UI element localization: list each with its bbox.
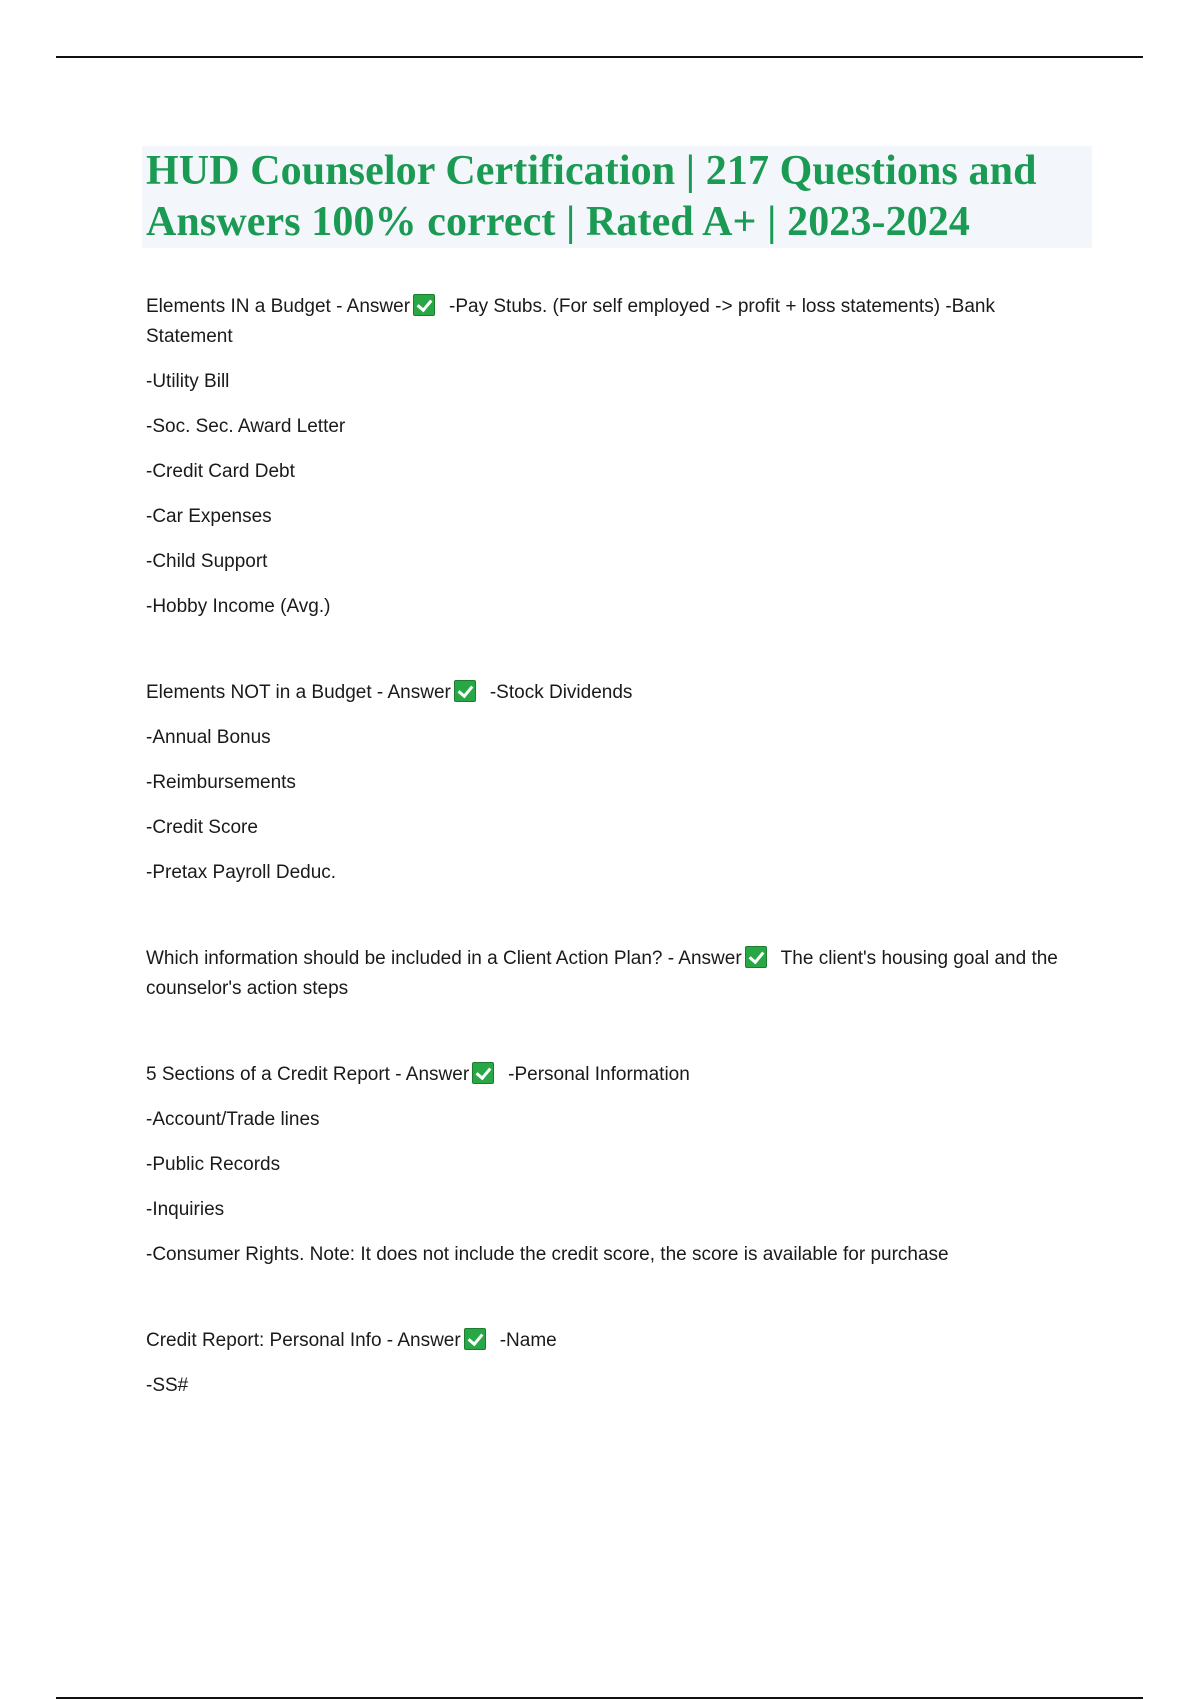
answer-text: The client's housing goal and the counselor's action steps [146, 948, 1058, 999]
check-box-icon [464, 1328, 486, 1350]
qa-list [146, 292, 1066, 1401]
answer-item: -Pretax Payroll Deduc. [146, 862, 337, 883]
answer-item: -Child Support [146, 551, 268, 572]
question-text: 5 Sections of a Credit Report - Answer [146, 1064, 470, 1085]
question-text: Elements NOT in a Budget - Answer [146, 682, 451, 703]
question-text: Which information should be included in a Client Action Plan? - Answer [146, 948, 742, 969]
answer-item: -Reimbursements [146, 772, 296, 793]
question-text: Credit Report: Personal Info - Answer [146, 1330, 461, 1351]
qa-entry [146, 292, 1066, 622]
answer-item: -Credit Card Debt [146, 461, 295, 482]
question-line [146, 944, 1066, 1004]
question-line [146, 678, 1066, 708]
title-banner [142, 146, 1092, 248]
answer-item: -Car Expenses [146, 506, 272, 527]
check-box-icon [745, 946, 767, 968]
question-line [146, 292, 1066, 352]
check-box-icon [472, 1062, 494, 1084]
qa-entry [146, 678, 1066, 888]
answer-item: -Utility Bill [146, 371, 230, 392]
answer-item: -Soc. Sec. Award Letter [146, 416, 346, 437]
answer-text: -Personal Information [508, 1064, 690, 1085]
answer-item: -Annual Bonus [146, 727, 271, 748]
footer-rule [56, 1697, 1143, 1699]
question-line [146, 1326, 1066, 1356]
qa-entry [146, 1326, 1066, 1401]
answer-text: -Name [499, 1330, 557, 1351]
answer-item: -Inquiries [146, 1199, 225, 1220]
answer-text: -Stock Dividends [489, 682, 633, 703]
question-text: Elements IN a Budget - Answer [146, 296, 411, 317]
check-box-icon [413, 294, 435, 316]
check-box-icon [454, 680, 476, 702]
answer-text: -Pay Stubs. (For self employed -> profit + loss statements) -Bank Statement [146, 296, 995, 347]
answer-item: -Hobby Income (Avg.) [146, 596, 331, 617]
qa-entry [146, 1060, 1066, 1270]
answer-item: -Account/Trade lines [146, 1109, 320, 1130]
question-line [146, 1060, 1066, 1090]
document-title: HUD Counselor Certification | 217 Questions and Answers 100% correct | Rated A+ | 2023-2024 [146, 148, 1037, 245]
answer-item: -Public Records [146, 1154, 281, 1175]
answer-item: -Consumer Rights. Note: It does not include the credit score, the score is available for purchase [146, 1244, 949, 1265]
header-rule [56, 56, 1143, 58]
answer-item: -Credit Score [146, 817, 258, 838]
qa-entry [146, 944, 1066, 1004]
answer-item: -SS# [146, 1375, 189, 1396]
